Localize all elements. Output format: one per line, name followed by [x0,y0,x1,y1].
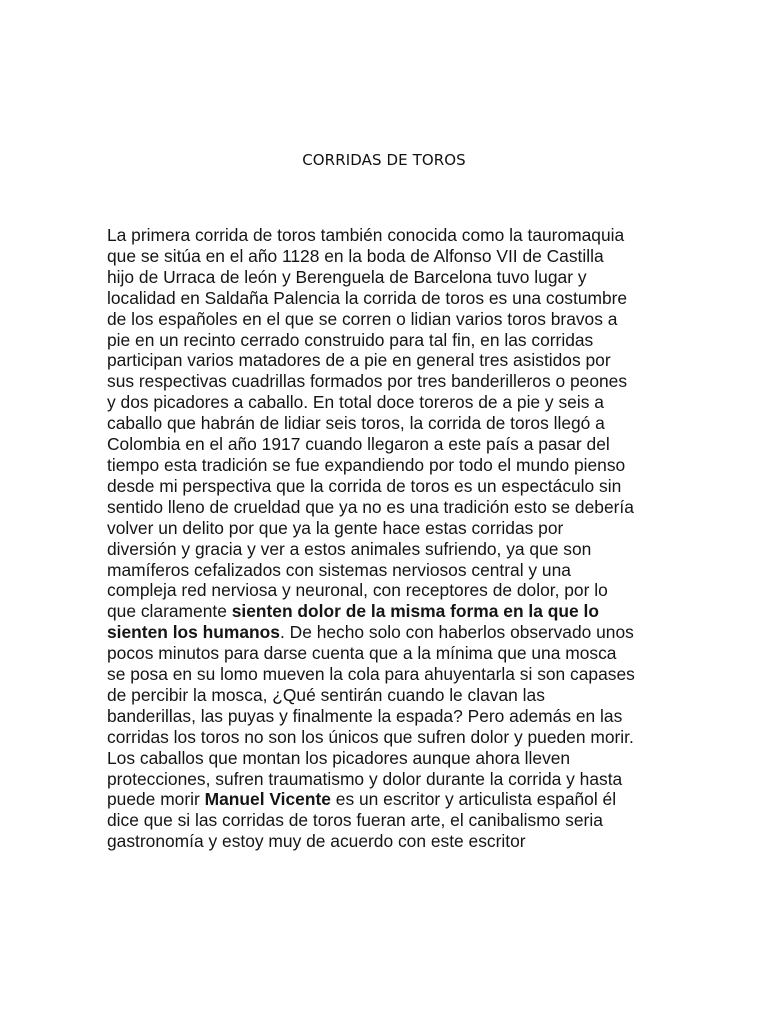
text-run: corridas los toros no son los únicos que sufren dolor y pueden morir. [107,726,634,747]
text-run: protecciones, sufren traumatismo y dolor durante la corrida y hasta [107,768,623,789]
text-line [107,476,747,497]
text-run: Colombia en el año 1917 cuando llegaron a este país a pasar del [107,434,610,455]
text-line [107,309,747,330]
text-run: desde mi perspectiva que la corrida de toros es un espectáculo sin [107,475,622,496]
text-line [107,225,747,246]
bold-text: sienten dolor de la misma forma en la que lo [231,601,599,622]
text-line [107,392,747,413]
text-line [107,769,747,790]
text-run: puede morir [107,789,205,810]
text-run: pocos minutos para darse cuenta que a la mínima que una mosca [107,643,617,664]
text-run: sentido lleno de crueldad que ya no es una tradición esto se debería [107,496,634,517]
text-line [107,518,747,539]
text-line [107,727,747,748]
text-run: participan varios matadores de a pie en general tres asistidos por [107,350,611,371]
text-line [107,246,747,267]
text-run: . De hecho solo con haberlos observado unos [279,622,634,643]
text-run: de los españoles en el que se corren o lidian varios toros bravos a [107,308,618,329]
text-run: tiempo esta tradición se fue expandiendo por todo el mundo pienso [107,454,626,475]
text-run: se posa en su lomo mueven la cola para ahuyentarla si son capases [107,664,635,685]
text-run: que se sitúa en el año 1128 en la boda de Alfonso VII de Castilla [107,245,604,266]
text-run: mamíferos cefalizados con sistemas nerviosos central y una [107,559,571,580]
text-run: que claramente [107,601,232,622]
text-line [107,539,747,560]
text-line [107,810,747,831]
text-run: La primera corrida de toros también conocida como la tauromaquia [107,225,625,245]
text-run: localidad en Saldaña Palencia la corrida de toros es una costumbre [107,287,628,308]
bold-text: sienten los humanos [107,622,280,643]
text-line [107,267,747,288]
text-run: gastronomía y estoy muy de acuerdo con este escritor [107,831,526,852]
text-run: de percibir la mosca, ¿Qué sentirán cuando le clavan las [107,684,545,705]
text-line [107,455,747,476]
text-line [107,580,747,601]
text-line [107,350,747,371]
text-run: caballo que habrán de lidiar seis toros, la corrida de toros llegó a [107,413,605,434]
text-line [107,706,747,727]
text-run: y dos picadores a caballo. En total doce toreros de a pie y seis a [107,392,604,413]
text-line [107,371,747,392]
text-line [107,434,747,455]
text-run: compleja red nerviosa y neuronal, con receptores de dolor, por lo [107,580,608,601]
text-run: es un escritor y articulista español él [330,789,617,810]
text-line [107,748,747,769]
document-body [107,225,747,852]
text-line [107,497,747,518]
text-line [107,601,747,622]
text-line [107,789,747,810]
text-line [107,685,747,706]
text-line [107,643,747,664]
text-run: Los caballos que montan los picadores aunque ahora lleven [107,747,571,768]
text-run: hijo de Urraca de león y Berenguela de Barcelona tuvo lugar y [107,266,587,287]
text-line [107,622,747,643]
text-run: pie en un recinto cerrado construido para tal fin, en las corridas [107,329,594,350]
text-run: volver un delito por que ya la gente hace estas corridas por [107,517,564,538]
text-line [107,288,747,309]
text-line [107,413,747,434]
text-line [107,330,747,351]
text-line [107,560,747,581]
text-run: dice que si las corridas de toros fueran arte, el canibalismo seria [107,810,603,831]
document-title: CORRIDAS DE TOROS [302,151,466,169]
text-run: sus respectivas cuadrillas formados por tres banderilleros o peones [107,371,628,392]
text-run: banderillas, las puyas y finalmente la espada? Pero además en las [107,705,623,726]
bold-text: Manuel Vicente [204,789,331,810]
text-line [107,664,747,685]
text-line [107,831,747,852]
text-run: diversión y gracia y ver a estos animales sufriendo, ya que son [107,538,592,559]
